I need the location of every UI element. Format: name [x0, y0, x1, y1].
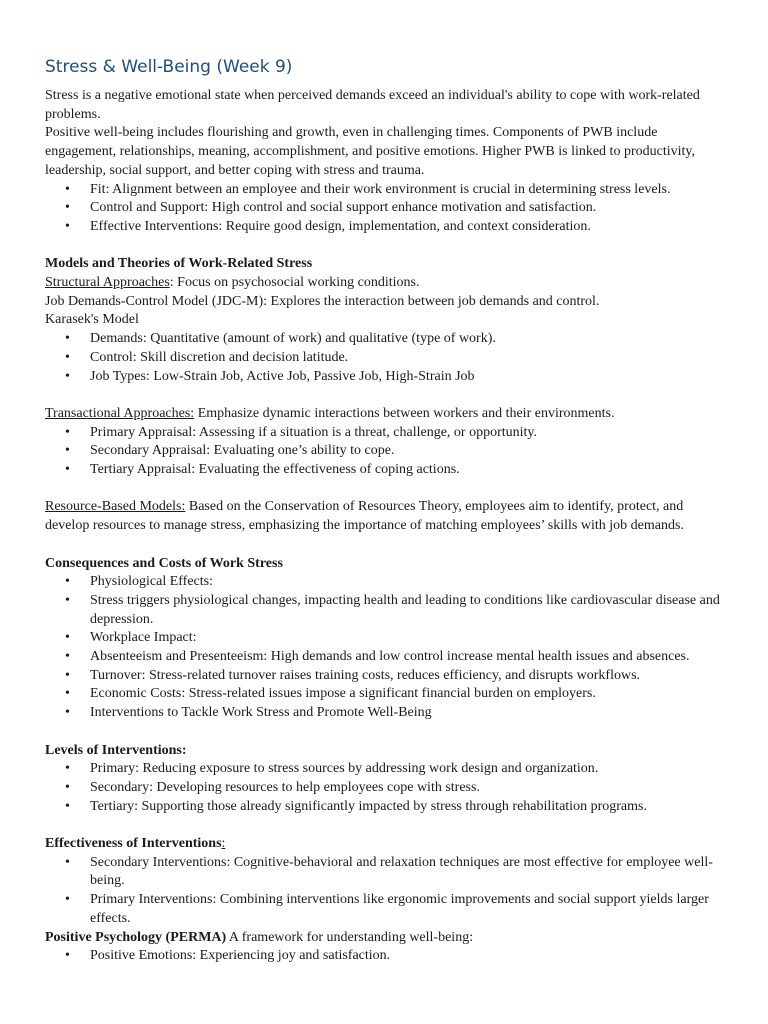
perma-bullet-list: [45, 947, 728, 966]
list-item: • Demands: Quantitative (amount of work) and qualitative (type of work).: [90, 330, 728, 349]
list-item: • Positive Emotions: Experiencing joy and satisfaction.: [90, 947, 728, 966]
list-item: • Absenteeism and Presenteeism: High demands and low control increase mental health issues and absences.: [90, 648, 728, 667]
list-item: • Control and Support: High control and social support enhance motivation and satisfaction.: [90, 199, 728, 218]
list-item: • Primary: Reducing exposure to stress sources by addressing work design and organization.: [90, 760, 728, 779]
list-item: • Secondary: Developing resources to help employees cope with stress.: [90, 779, 728, 798]
list-item: • Stress triggers physiological changes, impacting health and leading to conditions like cardiovascular disease and depression.: [90, 592, 728, 629]
karasek-model-line: Karasek's Model: [45, 312, 139, 328]
list-item: • Effective Interventions: Require good design, implementation, and context consideration.: [90, 218, 728, 237]
list-item: • Physiological Effects:: [90, 573, 728, 592]
list-item: • Secondary Appraisal: Evaluating one’s ability to cope.: [90, 442, 728, 461]
levels-bullet-list: [45, 760, 728, 816]
list-item: • Tertiary Appraisal: Evaluating the effectiveness of coping actions.: [90, 461, 728, 480]
section-heading-models: Models and Theories of Work-Related Stress: [45, 256, 313, 272]
effectiveness-bullet-list: [45, 854, 728, 929]
list-item: • Tertiary: Supporting those already significantly impacted by stress through rehabilitation programs.: [90, 798, 728, 817]
list-item: • Interventions to Tackle Work Stress and Promote Well-Being: [90, 704, 728, 723]
section-heading-levels: Levels of Interventions:: [45, 742, 187, 758]
list-item: • Job Types: Low-Strain Job, Active Job, Passive Job, High-Strain Job: [90, 368, 728, 387]
intro-bullet-list: [45, 181, 728, 237]
list-item: • Control: Skill discretion and decision latitude.: [90, 349, 728, 368]
list-item: • Primary Interventions: Combining interventions like ergonomic improvements and social support yields larger effects.: [90, 891, 728, 928]
resource-based-models: Resource-Based Models: Based on the Conservation of Resources Theory, employees aim to identify, protect, and develop resources to manage stress, emphasizing the importance of matching employees’ skills with job demands.: [45, 499, 684, 534]
consequences-bullet-list: [45, 573, 728, 723]
list-item: • Secondary Interventions: Cognitive-behavioral and relaxation techniques are most effective for employee well-being.: [90, 854, 728, 891]
list-item: • Economic Costs: Stress-related issues impose a significant financial burden on employers.: [90, 685, 728, 704]
transactional-approaches: Transactional Approaches: Emphasize dynamic interactions between workers and their environments.: [45, 405, 615, 421]
perma-label: Positive Psychology (PERMA): [45, 929, 227, 945]
intro-paragraph-pwb: Positive well-being includes flourishing and growth, even in challenging times. Components of PWB include engagement, relationships, meaning, accomplishment, and positive emotions. Higher PWB is linked to productivity, leadership, social support, and better coping with stress and trauma.: [45, 125, 695, 178]
perma-line: Positive Psychology (PERMA) A framework for understanding well-being:: [45, 929, 474, 945]
section-heading-consequences: Consequences and Costs of Work Stress: [45, 555, 283, 571]
list-item: • Fit: Alignment between an employee and their work environment is crucial in determining stress levels.: [90, 181, 728, 200]
jdc-model-line: Job Demands-Control Model (JDC-M): Explores the interaction between job demands and control.: [45, 293, 600, 309]
list-item: • Turnover: Stress-related turnover raises training costs, reduces efficiency, and disrupts workflows.: [90, 667, 728, 686]
transactional-bullet-list: [45, 424, 728, 480]
list-item: • Workplace Impact:: [90, 629, 728, 648]
structural-label: Structural Approaches: [45, 275, 170, 291]
page-title: Stress & Well-Being (Week 9): [45, 57, 293, 77]
transactional-label: Transactional Approaches:: [45, 405, 195, 421]
section-heading-effectiveness: Effectiveness of Interventions:: [45, 836, 226, 852]
karasek-bullet-list: [45, 330, 728, 386]
list-item: • Primary Appraisal: Assessing if a situation is a threat, challenge, or opportunity.: [90, 424, 728, 443]
resource-label: Resource-Based Models:: [45, 499, 186, 515]
intro-paragraph-stress: Stress is a negative emotional state when perceived demands exceed an individual's ability to cope with work-related problems.: [45, 88, 700, 122]
structural-approaches: Structural Approaches: Focus on psychosocial working conditions.: [45, 275, 420, 291]
